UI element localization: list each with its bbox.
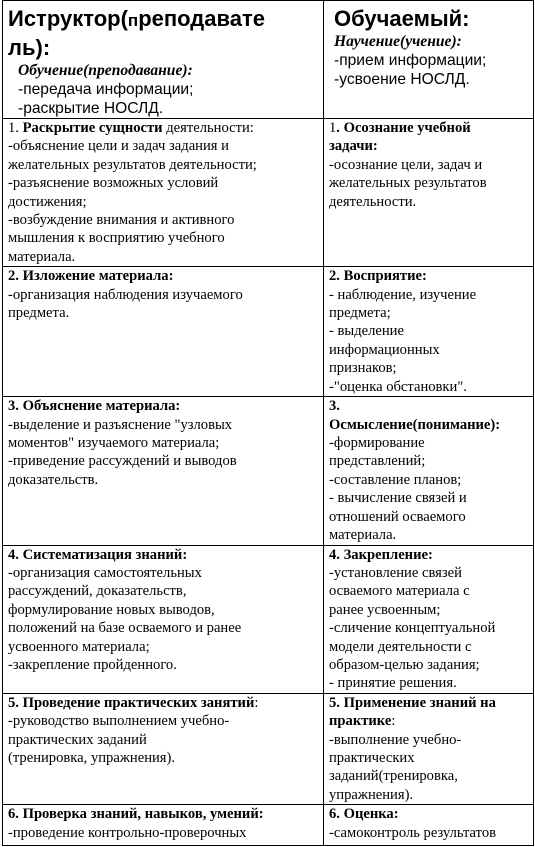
cell-line: формулирование новых выводов, — [8, 601, 215, 618]
learner-title: Обучаемый: — [334, 6, 470, 31]
learner-cell — [324, 545, 534, 693]
row-number: 1. — [8, 120, 19, 136]
teaching-item: -раскрытие НОСЛД. — [18, 100, 164, 117]
cell-line: -сличение концептуальной — [329, 620, 496, 637]
cell-line: моментов" изучаемого материала; — [8, 435, 220, 452]
cell-line: -установление связей — [329, 564, 462, 581]
cell-line: -возбуждение внимания и активного — [8, 212, 235, 229]
learner-cell — [324, 267, 534, 397]
cell-heading: 3. Объяснение материала: — [8, 398, 181, 415]
table-row — [3, 693, 534, 804]
cell-line: -выделение и разъяснение "узловых — [8, 416, 233, 433]
cell-line: достижения; — [8, 193, 87, 210]
table-row — [3, 545, 534, 693]
cell-line: упражнения). — [329, 786, 414, 803]
learner-cell — [324, 693, 534, 804]
table-row — [3, 805, 534, 846]
cell-line: -объяснение цели и задач задания и — [8, 138, 229, 155]
cell-line: отношений осваемого — [329, 508, 466, 525]
learner-cell — [324, 397, 534, 545]
row-number: 1 — [329, 120, 337, 136]
instructor-cell — [3, 397, 324, 545]
learner-cell — [324, 805, 534, 846]
cell-line: положений на базе осваемого и ранее — [8, 620, 242, 637]
cell-line: - выделение — [329, 323, 404, 340]
cell-heading: . Осознание учебной — [336, 120, 471, 136]
cell-line: модели деятельности с — [329, 638, 472, 655]
cell-line: -приведение рассуждений и выводов — [8, 453, 237, 470]
header-right-cell — [324, 1, 534, 119]
learner-cell — [324, 119, 534, 267]
table-row — [3, 267, 534, 397]
cell-line: мышления к восприятию учебного — [8, 230, 225, 247]
cell-line: деятельности. — [329, 193, 417, 210]
instructor-cell — [3, 693, 324, 804]
cell-heading: 4. Систематизация знаний: — [8, 546, 188, 563]
teaching-item: -передача информации; — [18, 81, 194, 98]
cell-line: -разъяснение возможных условий — [8, 175, 219, 192]
cell-line: практических заданий — [8, 731, 147, 748]
cell-heading-tail: деятельности: — [162, 120, 254, 136]
cell-line: -составление планов; — [329, 471, 462, 488]
cell-heading: Осмысление(понимание): — [329, 416, 501, 433]
instructor-title-line2: ль): — [8, 35, 51, 60]
cell-line: - вычисление связей и — [329, 490, 467, 507]
learning-subtitle: Научение(учение): — [334, 33, 462, 50]
header-row — [3, 1, 534, 119]
cell-line: материала. — [329, 527, 397, 544]
cell-line: -руководство выполнением учебно- — [8, 713, 230, 730]
cell-line: -организация наблюдения изучаемого — [8, 286, 243, 303]
instructor-cell — [3, 805, 324, 846]
cell-line: -формирование — [329, 435, 425, 452]
cell-line: признаков; — [329, 360, 397, 377]
learning-item: -усвоение НОСЛД. — [334, 71, 470, 88]
cell-heading: 2. Восприятие: — [329, 268, 427, 285]
cell-line: -проведение контрольно-проверочных — [8, 824, 247, 841]
cell-line: ранее усвоенным; — [329, 601, 441, 618]
table-row — [3, 397, 534, 545]
cell-line: доказательств. — [8, 471, 99, 488]
cell-heading-tail: : — [391, 713, 396, 730]
cell-line: - принятие решения. — [329, 675, 457, 692]
learning-item: -прием информации; — [334, 52, 487, 69]
cell-line: -"оценка обстановки". — [329, 378, 467, 395]
cell-line: желательных результатов деятельности; — [8, 156, 257, 173]
cell-line: -организация самостоятельных — [8, 564, 202, 581]
cell-line: предмета. — [8, 305, 70, 322]
cell-line: образом-целью задания; — [329, 656, 480, 673]
cell-line: представлений; — [329, 453, 426, 470]
cell-line: желательных результатов — [329, 175, 487, 192]
cell-line: практических — [329, 749, 415, 766]
cell-line: усвоенного материала; — [8, 638, 150, 655]
teaching-subtitle: Обучение(преподавание): — [18, 62, 193, 79]
table-row — [3, 119, 534, 267]
cell-line: -самоконтроль результатов — [329, 824, 497, 841]
cell-line: заданий(тренировка, — [329, 768, 458, 785]
instructor-cell — [3, 267, 324, 397]
cell-line: рассуждений, доказательств, — [8, 583, 187, 600]
cell-line: (тренировка, упражнения). — [8, 749, 176, 766]
cell-line: -выполнение учебно- — [329, 731, 462, 748]
instructor-cell — [3, 119, 324, 267]
cell-line: -закрепление пройденного. — [8, 656, 177, 673]
cell-heading-tail: : — [254, 694, 259, 711]
cell-heading: 6. Оценка: — [329, 806, 399, 823]
instructor-title: Иструктор(преподавате — [8, 6, 265, 31]
comparison-table — [2, 0, 534, 846]
cell-heading: 5. Проведение практических занятий — [8, 694, 255, 711]
cell-heading: 6. Проверка знаний, навыков, умений: — [8, 806, 264, 823]
cell-heading: Раскрытие сущности — [22, 120, 163, 136]
cell-line: информационных — [329, 341, 440, 358]
cell-line: осваемого материала с — [329, 583, 470, 600]
cell-line: -осознание цели, задач и — [329, 156, 483, 173]
cell-heading: задачи: — [329, 138, 378, 155]
cell-heading: 5. Применение знаний на — [329, 694, 496, 711]
cell-heading: практике — [329, 713, 392, 730]
cell-heading: 4. Закрепление: — [329, 546, 433, 563]
cell-line: - наблюдение, изучение — [329, 286, 477, 303]
cell-line: материала. — [8, 248, 76, 265]
cell-line: предмета; — [329, 305, 391, 322]
cell-heading: 3. — [329, 398, 340, 415]
header-left-cell — [3, 1, 324, 119]
cell-heading: 2. Изложение материала: — [8, 268, 174, 285]
instructor-cell — [3, 545, 324, 693]
